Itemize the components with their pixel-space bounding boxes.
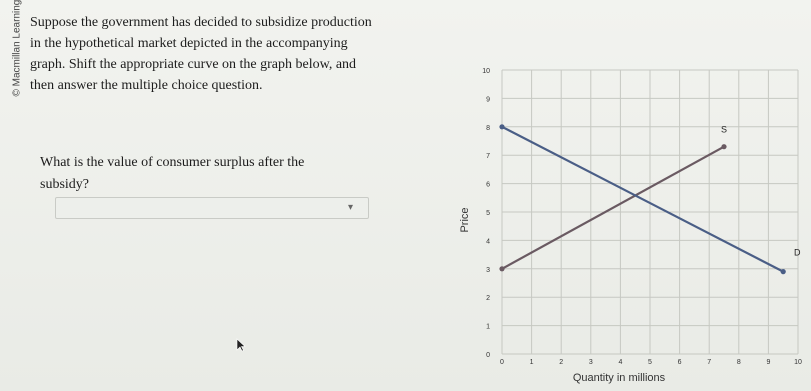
y-tick-label: 4 [486, 238, 490, 246]
x-tick-label: 5 [648, 359, 652, 366]
y-tick-label: 5 [486, 210, 490, 217]
question-line: then answer the multiple choice question. [30, 78, 263, 93]
y-tick-label: 3 [486, 266, 490, 274]
d-curve-line[interactable] [502, 124, 783, 272]
x-tick-label: 6 [677, 359, 682, 366]
answer-dropdown[interactable] [55, 197, 369, 219]
question-line: graph. Shift the appropriate curve on the graph below, and [30, 57, 357, 72]
chart-grid [502, 70, 798, 354]
question-text [30, 12, 410, 96]
sub-question-line: subsidy? [40, 177, 89, 192]
question-line: Suppose the government has decided to subsidize production [30, 15, 372, 30]
x-tick-label: 9 [766, 359, 771, 366]
d-curve-end-handle[interactable] [781, 269, 786, 274]
y-tick-label: 1 [486, 323, 490, 331]
x-tick-label: 1 [529, 359, 534, 366]
d-curve-label: D [793, 247, 801, 258]
question-line: in the hypothetical market depicted in the accompanying [30, 36, 348, 51]
x-tick-label: 2 [559, 359, 564, 366]
dropdown-caret-icon: ▾ [348, 202, 354, 213]
x-tick-label: 8 [736, 359, 741, 366]
x-tick-label: 3 [588, 359, 593, 366]
y-tick-label: 8 [486, 124, 490, 132]
x-tick-label: 10 [794, 359, 802, 366]
y-tick-label: 0 [486, 352, 490, 359]
y-tick-label: 6 [486, 181, 490, 189]
x-axis-label: Quantity in millions [572, 372, 666, 384]
s-curve-label: S [720, 124, 728, 135]
s-curve-end-handle[interactable] [721, 144, 726, 149]
x-tick-label: 7 [707, 359, 712, 366]
supply-demand-chart[interactable] [450, 60, 800, 388]
sub-question-line: What is the value of consumer surplus after the [40, 155, 305, 170]
mouse-pointer-icon [236, 338, 246, 352]
y-tick-label: 10 [482, 68, 490, 75]
d-curve-start-handle[interactable] [499, 124, 504, 129]
y-axis-label: Price [459, 207, 471, 233]
s-curve-start-handle[interactable] [499, 266, 504, 271]
y-tick-label: 9 [486, 96, 490, 104]
copyright-credit: © Macmillan Learning [11, 0, 23, 97]
y-tick-label: 2 [486, 295, 490, 303]
x-tick-label: 4 [618, 359, 623, 366]
x-tick-label: 0 [500, 359, 504, 366]
sub-question [40, 152, 340, 196]
y-tick-label: 7 [486, 153, 490, 161]
s-curve-line[interactable] [502, 147, 724, 269]
